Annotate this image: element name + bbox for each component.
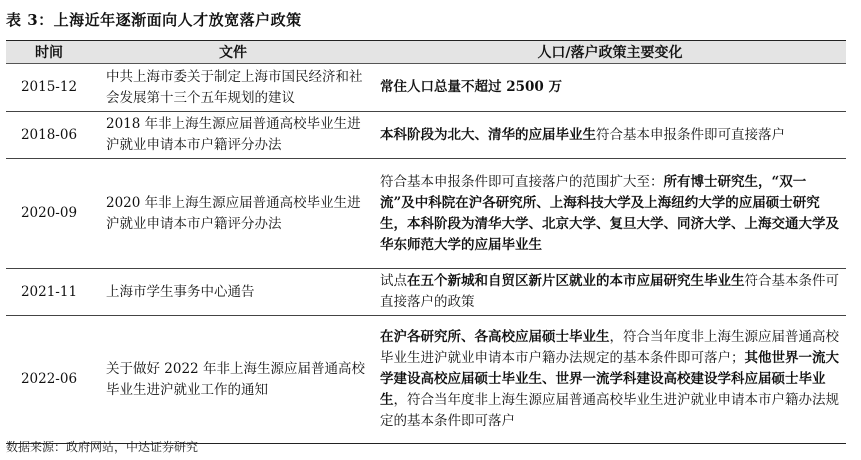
- header-date: 时间: [6, 41, 92, 64]
- row-date: 2020-09: [6, 159, 92, 269]
- change-text: 试点: [380, 273, 407, 289]
- row-date: 2022-06: [6, 316, 92, 444]
- change-text: ，符合当年度非上海生源应届普通高校毕业生进沪就业申请本市户籍办法规定的基本条件即可落户: [380, 392, 839, 429]
- policy-table: [6, 40, 846, 444]
- change-text: 符合基本申报条件即可直接落户: [596, 126, 785, 143]
- row-change: [374, 159, 846, 269]
- data-source-note: 数据来源：政府网站，中达证券研究: [6, 440, 199, 454]
- row-change: [374, 269, 846, 316]
- header-change: 人口/落户政策主要变化: [374, 41, 846, 64]
- table-header-row: [6, 41, 846, 64]
- header-document: 文件: [92, 41, 374, 64]
- change-text: 其他世界一流大学建设高校应届硕士毕业生、世界一流学科建设高校建设学科应届硕士毕业生: [380, 350, 839, 408]
- table-row: [6, 269, 846, 316]
- change-text: 在五个新城和自贸区新片区就业的本市应届研究生毕业生: [407, 273, 745, 289]
- row-document: 2018 年非上海生源应届普通高校毕业生进沪就业申请本市户籍评分办法: [92, 112, 374, 159]
- row-document: 关于做好 2022 年非上海生源应届普通高校毕业生进沪就业工作的通知: [92, 316, 374, 444]
- change-text: 符合基本申报条件即可直接落户的范围扩大至：: [380, 173, 664, 190]
- row-change: [374, 64, 846, 112]
- row-date: 2021-11: [6, 269, 92, 316]
- table-row: [6, 159, 846, 269]
- table-row: [6, 64, 846, 112]
- change-text: 本科阶段为北大、清华的应届毕业生: [380, 126, 596, 143]
- row-date: 2015-12: [6, 64, 92, 112]
- row-document: 中共上海市委关于制定上海市国民经济和社会发展第十三个五年规划的建议: [92, 64, 374, 112]
- change-text: 在沪各研究所、各高校应届硕士毕业生: [380, 329, 610, 345]
- change-text: 所有博士研究生，“双一流”及中科院在沪各研究所、上海科技大学及上海纽约大学的应届硕士研究生，本科阶段为清华大学、北京大学、复旦大学、同济大学、上海交通大学及华东师范大学的应届毕业生: [380, 173, 839, 253]
- change-text: 符合基本条件可直接落户的政策: [380, 273, 839, 310]
- row-change: [374, 112, 846, 159]
- change-text: ，符合当年度非上海生源应届普通高校毕业生进沪就业申请本市户籍办法规定的基本条件即可落户；: [380, 329, 839, 366]
- change-text: 常住人口总量不超过 2500 万: [380, 79, 562, 95]
- table-caption: 表 3：上海近年逐渐面向人才放宽落户政策: [6, 11, 302, 29]
- table-row: [6, 316, 846, 444]
- row-date: 2018-06: [6, 112, 92, 159]
- row-change: [374, 316, 846, 444]
- table-row: [6, 112, 846, 159]
- row-document: 上海市学生事务中心通告: [92, 269, 374, 316]
- row-document: 2020 年非上海生源应届普通高校毕业生进沪就业申请本市户籍评分办法: [92, 159, 374, 269]
